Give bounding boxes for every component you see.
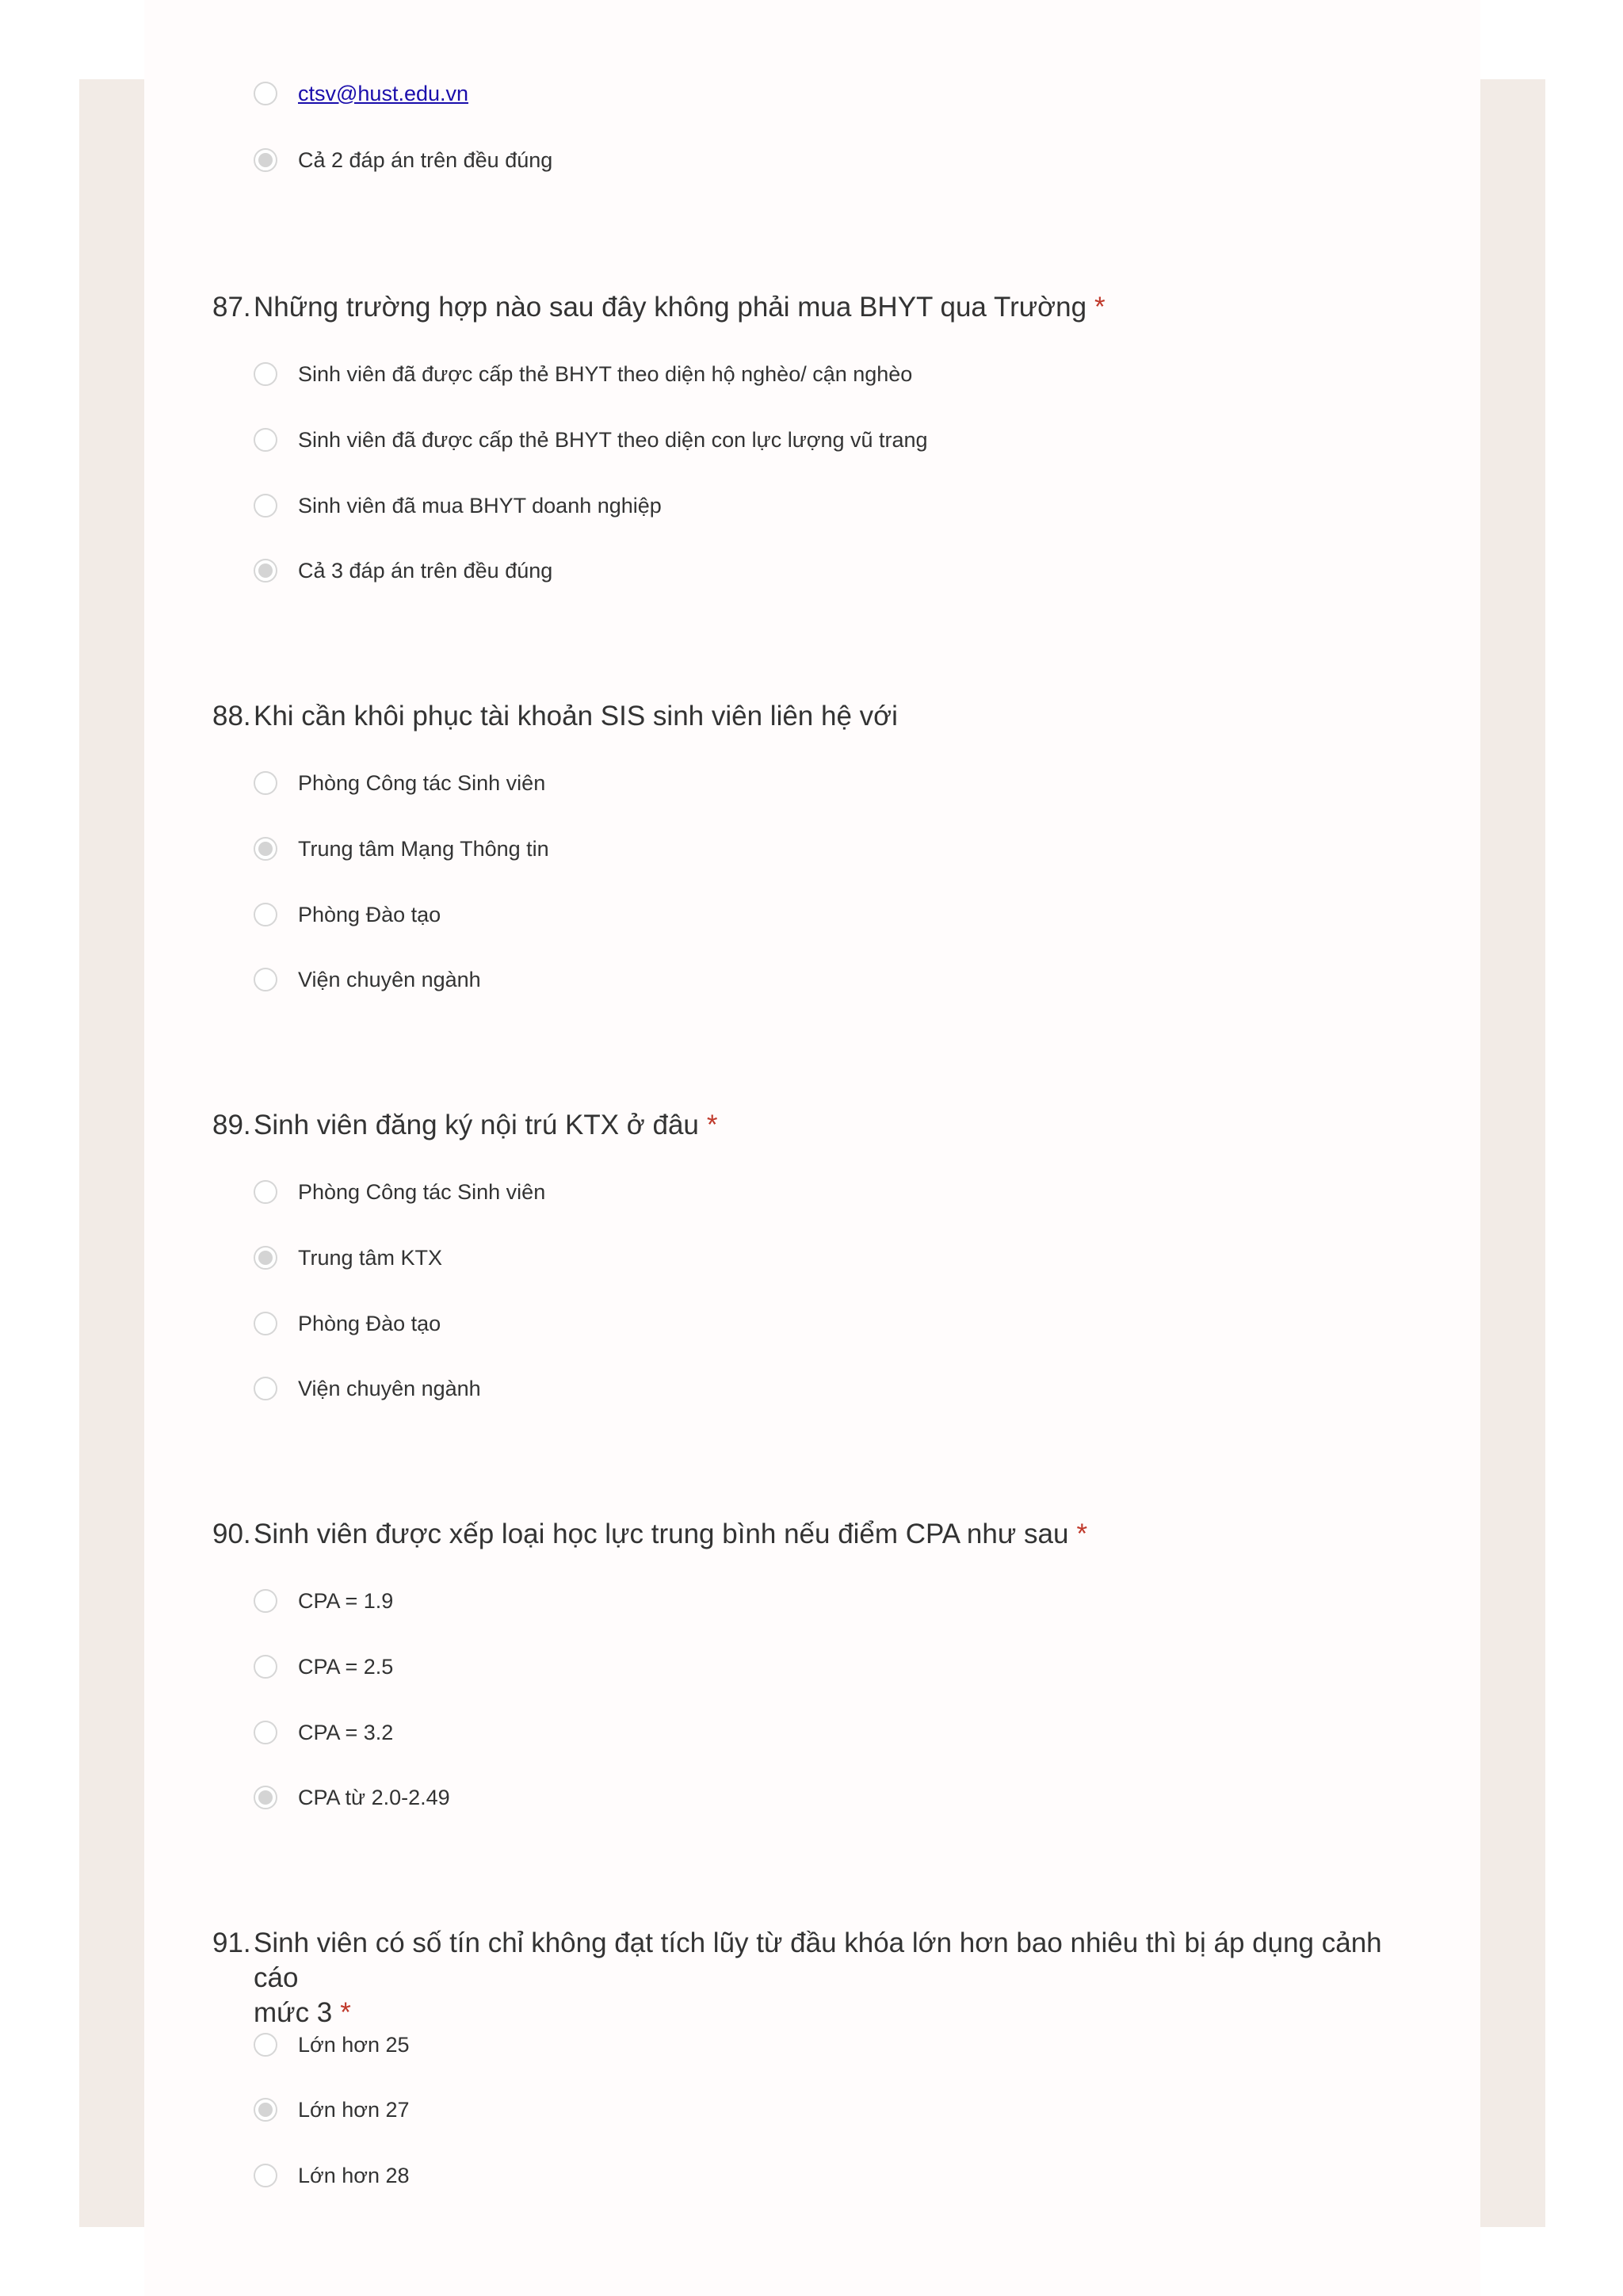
q90-option-1[interactable] — [254, 1585, 393, 1617]
radio-button[interactable] — [254, 2033, 277, 2057]
question-text-line-2: mức 3 — [254, 1997, 333, 2028]
required-asterisk: * — [706, 1110, 718, 1140]
radio-button[interactable] — [254, 1721, 277, 1744]
q90-option-3[interactable] — [254, 1717, 393, 1748]
q90-option-4[interactable] — [254, 1782, 450, 1813]
question-91 — [212, 1926, 1401, 2030]
question-text: Sinh viên được xếp loại học lực trung bình nếu điểm CPA như sau — [254, 1519, 1069, 1549]
question-text-line-1: Sinh viên có số tín chỉ không đạt tích lũy từ đầu khóa lớn hơn bao nhiêu thì bị áp dụng cảnh cáo — [254, 1927, 1382, 1993]
option-label: Lớn hơn 28 — [298, 2163, 410, 2187]
page-side-band-right — [1480, 79, 1545, 2227]
option-label: CPA = 2.5 — [298, 1654, 394, 1679]
radio-button-selected[interactable] — [254, 559, 277, 583]
radio-button[interactable] — [254, 1180, 277, 1204]
question-number: 89. — [212, 1110, 251, 1140]
question-89 — [212, 1108, 1401, 1143]
option-label: Sinh viên đã mua BHYT doanh nghiệp — [298, 493, 662, 518]
question-text: Những trường hợp nào sau đây không phải mua BHYT qua Trường — [254, 292, 1087, 323]
question-87 — [212, 290, 1401, 325]
q91-option-2[interactable] — [254, 2094, 410, 2126]
option-label: Trung tâm KTX — [298, 1245, 443, 1270]
email-link[interactable]: ctsv@hust.edu.vn — [298, 81, 469, 105]
radio-button[interactable] — [254, 494, 277, 518]
radio-button[interactable] — [254, 1312, 277, 1335]
option-label: Viện chuyên ngành — [298, 1376, 481, 1400]
q89-option-2[interactable] — [254, 1242, 442, 1274]
option-label: Phòng Đào tạo — [298, 902, 441, 926]
option-label: Sinh viên đã được cấp thẻ BHYT theo diện con lực lượng vũ trang — [298, 427, 928, 452]
question-88 — [212, 699, 1401, 734]
question-90 — [212, 1517, 1401, 1552]
q89-option-3[interactable] — [254, 1308, 441, 1339]
radio-button[interactable] — [254, 1589, 277, 1613]
option-label: Phòng Công tác Sinh viên — [298, 770, 546, 795]
question-number: 90. — [212, 1519, 251, 1549]
page-side-band-left — [79, 79, 144, 2227]
question-number: 87. — [212, 292, 251, 323]
question-number: 88. — [212, 701, 251, 732]
q88-option-2[interactable] — [254, 833, 549, 865]
radio-button[interactable] — [254, 771, 277, 795]
q88-option-1[interactable] — [254, 767, 545, 799]
radio-button[interactable] — [254, 428, 277, 452]
radio-button-selected[interactable] — [254, 837, 277, 861]
q87-option-1[interactable] — [254, 358, 912, 390]
option-label: Cả 3 đáp án trên đều đúng — [298, 558, 553, 583]
q89-option-4[interactable] — [254, 1373, 481, 1404]
option-label: Phòng Công tác Sinh viên — [298, 1179, 546, 1204]
radio-button[interactable] — [254, 903, 277, 926]
radio-button[interactable] — [254, 82, 277, 105]
q88-option-4[interactable] — [254, 964, 481, 995]
option-label: Lớn hơn 25 — [298, 2032, 410, 2057]
option-label: Cả 2 đáp án trên đều đúng — [298, 147, 553, 172]
option-label: CPA = 3.2 — [298, 1720, 394, 1744]
radio-button[interactable] — [254, 968, 277, 991]
q88-option-3[interactable] — [254, 899, 441, 930]
required-asterisk: * — [1094, 292, 1106, 323]
q91-option-3[interactable] — [254, 2160, 410, 2191]
radio-button[interactable] — [254, 2164, 277, 2187]
q90-option-2[interactable] — [254, 1651, 393, 1683]
required-asterisk: * — [340, 1997, 351, 2028]
radio-button-selected[interactable] — [254, 2098, 277, 2122]
option-label: Trung tâm Mạng Thông tin — [298, 836, 549, 861]
question-number: 91. — [212, 1927, 251, 1958]
radio-button[interactable] — [254, 1377, 277, 1400]
q87-option-3[interactable] — [254, 490, 662, 521]
question-text: Khi cần khôi phục tài khoản SIS sinh viên liên hệ với — [254, 701, 898, 732]
q87-option-4[interactable] — [254, 555, 552, 586]
q86-option-2[interactable] — [254, 144, 552, 176]
option-label: Sinh viên đã được cấp thẻ BHYT theo diện hộ nghèo/ cận nghèo — [298, 361, 913, 386]
radio-button-selected[interactable] — [254, 1246, 277, 1270]
option-label: Lớn hơn 27 — [298, 2097, 410, 2122]
radio-button[interactable] — [254, 362, 277, 386]
option-label: Phòng Đào tạo — [298, 1311, 441, 1335]
q86-option-1[interactable] — [254, 78, 468, 109]
option-label: Viện chuyên ngành — [298, 967, 481, 991]
option-label: CPA = 1.9 — [298, 1588, 394, 1613]
radio-button-selected[interactable] — [254, 1786, 277, 1809]
option-label: CPA từ 2.0-2.49 — [298, 1785, 450, 1809]
radio-button[interactable] — [254, 1655, 277, 1679]
required-asterisk: * — [1076, 1519, 1088, 1549]
q89-option-1[interactable] — [254, 1176, 545, 1208]
radio-button-selected[interactable] — [254, 148, 277, 172]
question-text: Sinh viên đăng ký nội trú KTX ở đâu — [254, 1110, 699, 1140]
q91-option-1[interactable] — [254, 2029, 410, 2061]
q87-option-2[interactable] — [254, 424, 928, 456]
